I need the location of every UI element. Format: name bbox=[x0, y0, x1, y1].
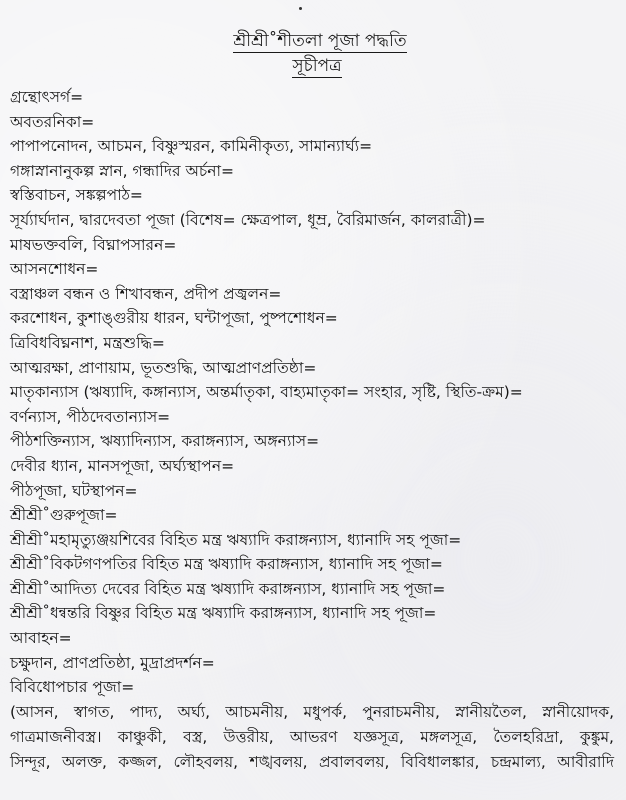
toc-item: শ্রীশ্রী˚মহামৃত্যুঞ্জয়শিবের বিহিত মন্ত্র ঋষ্যাদি করাঙ্গন্যাস, ধ্যানাদি সহ পূজা= bbox=[10, 530, 462, 549]
scan-speck bbox=[299, 7, 302, 10]
toc-item: বস্ত্রাঞ্চল বন্ধন ও শিখাবন্ধন, প্রদীপ প্রজ্বলন= bbox=[10, 284, 282, 303]
paragraph-line: সিন্দূর, অলক্ত, কজ্জল, লৌহবলয়, শঙ্খবলয়, প্রবালবলয়, বিবিধালঙ্কার, চন্দ্রমাল্য, আবীরাদি bbox=[10, 752, 614, 771]
toc-item: গ্রন্থোৎসর্গ= bbox=[10, 88, 84, 106]
toc-item: শ্রীশ্রী˚গুরুপূজা= bbox=[10, 506, 118, 525]
toc-item: শ্রীশ্রী˚আদিত্য দেবের বিহিত মন্ত্র ঋষ্যাদি করাঙ্গন্যাস, ধ্যানাদি সহ পূজা= bbox=[10, 579, 446, 598]
toc-item: মাষভক্তবলি, বিঘ্নাপসারন= bbox=[10, 235, 177, 254]
page-subtitle-text: সূচীপত্র bbox=[292, 56, 342, 76]
toc-item: ত্রিবিধবিঘ্ননাশ, মন্ত্রশুদ্ধি= bbox=[10, 333, 165, 352]
toc-item: পাপাপনোদন, আচমন, বিষ্ণুস্মরন, কামিনীকৃত্য, সামান্যার্ঘ্য= bbox=[10, 137, 373, 156]
toc-item: করশোধন, কুশাঙ্গুরীয় ধারন, ঘন্টাপূজা, পুষ্পশোধন= bbox=[10, 309, 338, 328]
paragraph-line: (আসন, স্বাগত, পাদ্য, অর্ঘ্য, আচমনীয়, মধুপর্ক, পুনরাচমনীয়, স্নানীয়তৈল, স্নানীয়োদক, bbox=[10, 702, 614, 721]
toc-item: আত্মরক্ষা, প্রাণায়াম, ভূতশুদ্ধি, আত্মপ্রাণপ্রতিষ্ঠা= bbox=[10, 358, 317, 377]
page-title bbox=[0, 30, 626, 52]
toc-item: পীঠপূজা, ঘটস্থাপন= bbox=[10, 481, 138, 500]
toc-item: বর্ণন্যাস, পীঠদেবতান্যাস= bbox=[10, 407, 171, 426]
toc-item: সূর্য্যার্ঘদান, দ্বারদেবতা পূজা (বিশেষ= ক্ষেত্রপাল, ধূম্র, বৈরিমার্জন, কালরাত্রী)= bbox=[10, 210, 486, 229]
table-of-contents bbox=[10, 85, 614, 775]
toc-item: বিবিধোপচার পূজা= bbox=[10, 678, 135, 697]
toc-item: পীঠশক্তিন্যাস, ঋষ্যাদিন্যাস, করাঙ্গন্যাস, অঙ্গন্যাস= bbox=[10, 432, 320, 451]
page-title-text: শ্রীশ্রী˚শীতলা পূজা পদ্ধতি bbox=[233, 31, 407, 51]
toc-item: চক্ষুদান, প্রাণপ্রতিষ্ঠা, মুদ্রাপ্রদর্শন= bbox=[10, 653, 215, 672]
upachara-list-paragraph bbox=[10, 700, 614, 775]
page-subtitle bbox=[0, 55, 626, 77]
toc-item: শ্রীশ্রী˚ধন্বন্তরি বিষ্ণুর বিহিত মন্ত্র ঋষ্যাদি করাঙ্গন্যাস, ধ্যানাদি সহ পূজা= bbox=[10, 604, 437, 623]
toc-item: স্বস্তিবাচন, সঙ্কল্পপাঠ= bbox=[10, 186, 143, 205]
toc-item: শ্রীশ্রী˚বিকটগণপতির বিহিত মন্ত্র ঋষ্যাদি করাঙ্গন্যাস, ধ্যানাদি সহ পূজা= bbox=[10, 555, 443, 574]
paragraph-line: গাত্রমাজনীবস্ত্র। কাঞ্চুকী, বস্ত্র, উত্তরীয়, আভরণ যজ্ঞসূত্র, মঙ্গলসূত্র, তৈলহরিদ্রা, কুঙ্কুম, bbox=[10, 727, 614, 746]
toc-item: দেবীর ধ্যান, মানসপূজা, অর্ঘ্যস্থাপন= bbox=[10, 456, 235, 475]
toc-item: অবতরনিকা= bbox=[10, 112, 95, 131]
toc-item: গঙ্গাস্নানানুকল্প স্নান, গন্ধাদির অর্চনা= bbox=[10, 161, 234, 180]
toc-item: আবাহন= bbox=[10, 629, 72, 648]
toc-item: মাতৃকান্যাস (ঋষ্যাদি, কঙ্গান্যাস, অন্তর্মাতৃকা, বাহ্যমাতৃকা= সংহার, সৃষ্টি, স্থিতি-ক্রম)= bbox=[10, 383, 523, 402]
toc-item: আসনশোধন= bbox=[10, 260, 99, 279]
